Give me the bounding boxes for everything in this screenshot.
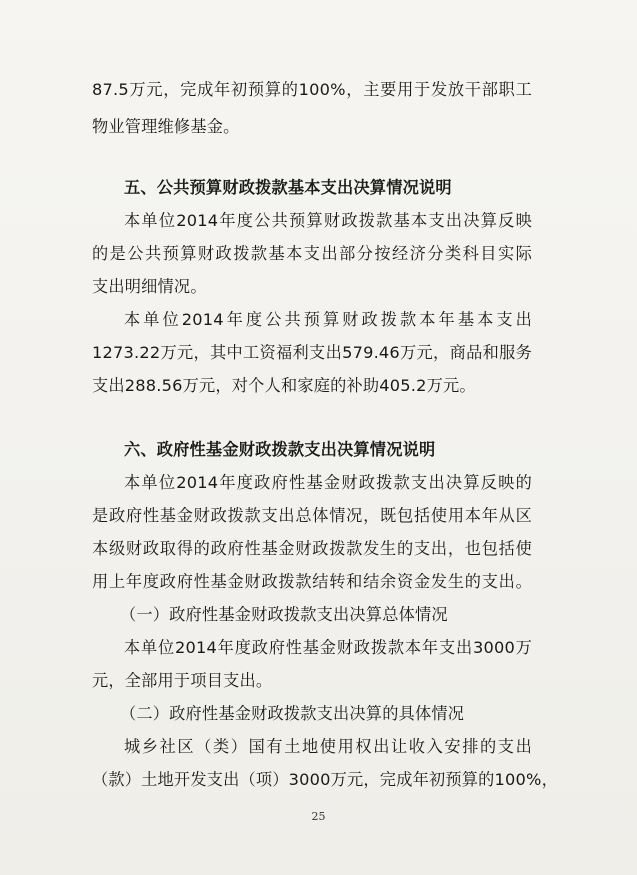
- paragraph-line: 元，全部用于项目支出。: [92, 671, 273, 690]
- paragraph-line: 1273.22万元，其中工资福利支出579.46万元，商品和服务: [92, 343, 532, 362]
- paragraph-line: 用上年度政府性基金财政拨款结转和结余资金发生的支出。: [92, 572, 532, 591]
- paragraph-line: 支出288.56万元，对个人和家庭的补助405.2万元。: [92, 376, 476, 395]
- paragraph-line: 的是公共预算财政拨款基本支出部分按经济分类科目实际: [92, 244, 532, 263]
- paragraph-line: 本级财政取得的政府性基金财政拨款发生的支出，也包括使: [92, 539, 532, 558]
- section-heading-5: 五、公共预算财政拨款基本支出决算情况说明: [124, 178, 452, 197]
- paragraph-line: 支出明细情况。: [92, 277, 207, 296]
- paragraph-line: 是政府性基金财政拨款支出总体情况，既包括使用本年从区: [92, 506, 532, 525]
- paragraph-line: （款）土地开发支出（项）3000万元，完成年初预算的100%，: [92, 770, 558, 789]
- paragraph-line: 本单位2014年度政府性基金财政拨款本年支出3000万: [124, 638, 532, 657]
- section-heading-6: 六、政府性基金财政拨款支出决算情况说明: [124, 440, 436, 459]
- paragraph-line: 本单位2014年度政府性基金财政拨款支出决算反映的: [124, 473, 532, 492]
- subsection-heading-1: （一）政府性基金财政拨款支出决算总体情况: [120, 605, 448, 624]
- page-number: 25: [311, 810, 326, 823]
- paragraph-line: 城乡社区（类）国有土地使用权出让收入安排的支出: [124, 737, 532, 756]
- paragraph-line: 物业管理维修基金。: [92, 117, 240, 136]
- paragraph-line: 本单位2014年度公共预算财政拨款基本支出决算反映: [124, 211, 532, 230]
- paragraph-line: 87.5万元，完成年初预算的100%，主要用于发放干部职工: [92, 80, 532, 99]
- subsection-heading-2: （二）政府性基金财政拨款支出决算的具体情况: [120, 704, 465, 723]
- paragraph-line: 本单位2014年度公共预算财政拨款本年基本支出: [124, 310, 532, 329]
